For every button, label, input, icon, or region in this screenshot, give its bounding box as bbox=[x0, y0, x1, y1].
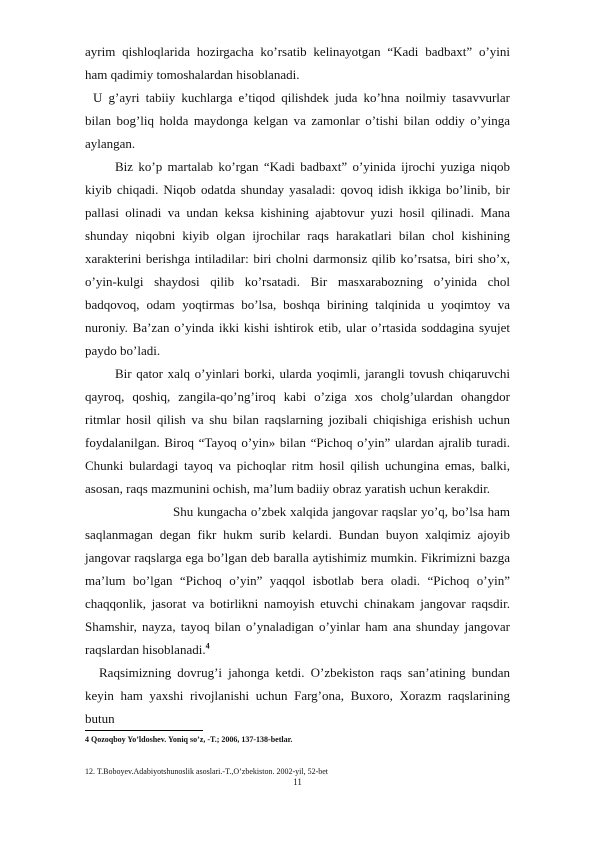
paragraph-5-text: Shu kungacha o’zbek xalqida jangovar raqslar yo’q, bo’lsa ham saqlanmagan degan fikr hukm surib kelardi. Bundan buyon xalqimiz ajoyib jangovar raqslarga ega bo’lgan deb baralla aytishimiz mumkin. Fikrimizni bazga ma’lum bo’lgan “Pichoq o’yin” yaqqol isbotlab bera oladi. “Pichoq o’yin” chaqqonlik, jasorat va botirlikni namoyish etuvchi chinakam jangovar raqsdir. Shamshir, nayza, tayoq bilan o’ynaladigan o’yinlar ham ana shunday jangovar raqslardan hisoblanadi. bbox=[85, 504, 510, 657]
paragraph-3: Biz ko’p martalab ko’rgan “Kadi badbaxt” o’yinida ijrochi yuziga niqob kiyib chiqadi. Niqob odatda shunday yasaladi: qovoq idish ikkiga bo’linib, bir pallasi olinadi va undan keksa kishining ajabtovur yuzi hosil qilinadi. Mana shunday niqobni kiyib olgan ijrochilar raqs harakatlari bilan chol kishining xarakterini berishga intiladilar: biri cholni darmonsiz qilib ko’rsatsa, biri sho’x, o’yin-kulgi shaydosi qilib ko’rsatadi. Bir masxarabozning o’yinida chol badqovoq, odam yoqtirmas bo’lsa, boshqa birining talqinida u yoqimtoy va nuroniy. Ba’zan o’yinda ikki kishi ishtirok etib, ular o’rtasida soddagina syujet paydo bo’ladi. bbox=[85, 159, 510, 358]
page-number: 11 bbox=[293, 777, 302, 787]
paragraph-1: ayrim qishloqlarida hozirgacha ko’rsatib kelinayotgan “Kadi badbaxt” o’yini ham qadimiy tomoshalardan hisoblanadi. bbox=[85, 44, 510, 82]
paragraph-2: U g’ayri tabiiy kuchlarga e’tiqod qilishdek juda ko’hna noilmiy tasavvurlar bilan bog’liq holda maydonga kelgan va zamonlar o’tishi bilan oddiy o’yinga aylangan. bbox=[85, 90, 510, 151]
footnote-divider bbox=[85, 730, 203, 731]
paragraph-6: Raqsimizning dovrug’i jahonga ketdi. O’zbekiston raqs san’atining bundan keyin ham yaxshi rivojlanishi uchun Farg’ona, Buxoro, Xorazm raqslarining butun bbox=[85, 665, 510, 726]
footnote-1: 4 Qozoqboy Yo’ldoshev. Yoniq so’z, -T.; 2006, 137-138-betlar. bbox=[85, 735, 293, 744]
paragraph-5 bbox=[85, 500, 510, 661]
footnote-mark: 4 bbox=[205, 641, 210, 651]
footnote-2: 12. T.Boboyev.Adabiyotshunoslik asoslari.-T.,O’zbekiston. 2002-yil, 52-bet bbox=[85, 767, 329, 776]
paragraph-4: Bir qator xalq o’yinlari borki, ularda yoqimli, jarangli tovush chiqaruvchi qayroq, qoshiq, zangila-qo’ng’iroq kabi o’ziga xos cholg’ulardan ohangdor ritmlar hosil qilish va shu bilan raqslarning jozibali chiqishiga erishish uchun foydalanilgan. Biroq “Tayoq o’yin» bilan “Pichoq o’yin” ulardan ajralib turadi. Chunki bulardagi tayoq va pichoqlar ritm hosil qilish uchungina emas, balki, asosan, raqs mazmunini ochish, ma’lum badiiy obraz yaratish uchun kerakdir. bbox=[85, 366, 510, 496]
page-body bbox=[85, 40, 510, 730]
